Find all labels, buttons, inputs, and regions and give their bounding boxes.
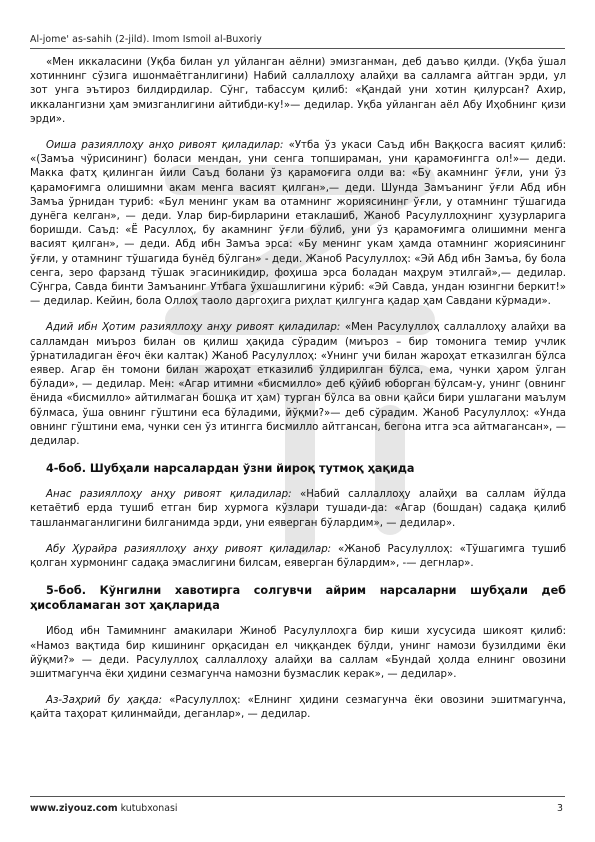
paragraph-text-7: «Расулуллоҳ: «Елнинг ҳидини сезмагунча ёки овозини эшитмагунча, қайта таҳорат қилинмайди, деганлар», — дедилар. [30, 695, 566, 721]
paragraph-text-2: «Утба ўз укаси Саъд ибн Ваққосга васият қилиб: «(Замъа чўрисининг) боласи мендан, уни сенга топширaман, уни қарамоғингга ол!»— деди. Макка фатҳ қилинган йили Саъд болани ўз қарамоғига олди ва: «Бу акамнинг ўғли, уни ўз қарамоғимга олишимни акам менга васият қилган»,— деди. Шунда Замъанинг ўғли Абд ибн Замъа ўрнидан туриб: «Бул менинг укам ва отамнинг жориясининг ўғли, у отамнинг тўшагида дунёга келган», — деди. Улар бир-бирларини етаклашиб, Жаноб Расулуллоҳнинг ҳузурларига боришди. Саъд: «Ё Расуллоҳ, бу акамнинг ўғли бўлиб, уни ўз қарамоғимга олишимни менга васият қилган», — деди. Абд ибн Замъа эрса: «Бу менинг укам ҳамда отамнинг жориясининг ўғли, у отамнинг тўшагида бунёд бўлган» - деди. Жаноб Расулуллоҳ: «Эй Абд ибн Замъа, бу бола сенга, зеро фарзанд тўшак эгасиникидир, фоҳиша эрса боладан маҳрум этилгай»,— дедилар. Сўнгра, Савда бинти Замъанинг Утбага ўхшашлигини кўриб: «Эй Савда, ундан юзингни беркит!» — дедилар. Кейин, бола Оллоҳ таоло даргоҳига риҳлат қилгунга қадар ҳам Савдани кўрмади». [30, 140, 566, 308]
paragraph-1 [30, 56, 566, 127]
paragraph-4 [30, 488, 566, 531]
paragraph-6 [30, 625, 566, 682]
source-5: Абу Ҳурайра разияллоҳу анҳу ривоят қиладилар: [46, 543, 332, 555]
page-footer [30, 803, 565, 814]
footer-section: kutubxonasi [120, 803, 178, 814]
page-number: 3 [557, 803, 563, 814]
source-7: Аз-Заҳрий бу ҳақда: [46, 695, 163, 707]
paragraph-text-3: «Мен Расулуллоҳ саллаллоҳу алайҳи ва салламдан миърoз билан ов қилиш ҳақида сўрадим (миърoз – бир томонига темир учлик ўрнатиладиган ёғоч ёки калтак) Жаноб Расулуллоҳ: «Унинг учи билан жароҳат етказилган бўлса еявер. Агар ён томони билан жароҳат етказилиб ўлдирилган бўлса, ема, чунки ҳаром ўлган бўлади», — дедилар. Мен: «Агар итимни «бисмилло» деб қўйиб юборган бўлсам-у, унинг (овнинг ёнида «бисмилло» айтилмаган бошқа ит ҳам) турган бўлса ва овни қайси бири ушлагани маълум бўлмаса, ўша овнинг гўштини еса бўладими, йўқми?»— деб сўрадим. Жаноб Расулуллоҳ: «Унда овнинг гўштини ема, чунки сен ўз итингга бисмилло айтгансан, бегона итга эса айтмагансан», —дедилар. [30, 322, 566, 448]
page-content [30, 56, 566, 735]
paragraph-7 [30, 694, 566, 722]
paragraph-5 [30, 543, 566, 571]
paragraph-text-1: «Мен иккаласини (Уқба билан ул уйланган аёлни) эмизганман, деб даъво қилди. (Уқба ўшал хотиннинг сўзига ишонмаётганлигини) Набий саллаллоҳу алайҳи ва салламга айтган эрди, ул зот унга эътироз билдирдилар. Сўнг, табассум қилиб: «Қандай уни хотин қилурсан? Ахир, иккалангизни ҳам эмизганлигини айтибди-ку!»— дедилар. Уқба уйланган аёл Абу Иҳобнинг қизи эрди». [30, 57, 566, 125]
footer-site-link[interactable]: www.ziyouz.com [30, 803, 118, 814]
running-header: Al-jome' as-sahih (2-jild). Imom Ismoil al-Buxoriy [30, 34, 262, 45]
header-rule [30, 48, 565, 49]
paragraph-text-5: «Жаноб Расулуллоҳ: «Тўшагимга тушиб қолган хурмонинг садақа эмаслигини билсам, еяверган бўлардим», -— дегнлар». [30, 543, 566, 570]
chapter-4-heading: 4-боб. Шубҳали нарсалардан ўзни йироқ тутмоқ ҳақида [46, 462, 415, 476]
source-4: Анас разияллоҳу анҳу ривоят қиладилар: [46, 489, 292, 501]
source-2: Оиша разияллоҳу анҳо ривоят қиладилар: [46, 140, 284, 152]
paragraph-3 [30, 321, 566, 449]
footer-rule [30, 796, 565, 797]
paragraph-text-4: «Набий саллаллоҳу алайҳи ва саллам йўлда кетаётиб ерда тушиб етган бир хурмога кўзлари тушади-да: «Агар (бошдан) садақа қилиб ташланмаганлигини билганимда эрди, уни еяверган бўлардим», — дедилар». [30, 489, 566, 529]
paragraph-2 [30, 139, 566, 309]
chapter-5-heading: 5-боб. Кўнгилни хавотирга солгувчи айрим нарсаларни шубҳали деб ҳисобламаган зот ҳақларида [30, 584, 566, 613]
source-3: Адий ибн Ҳотим разияллоҳу анҳу ривоят қиладилар: [46, 322, 341, 334]
paragraph-text-6: Ибод ибн Тамимнинг амакилари Жиноб Расулуллоҳга бир киши хусусида шикоят қилиб: «Намоз вақтида бир кишининг орқасидан ел чиққандек бўлди, унинг намози бузилдими ёки йўқми?» — деди. Расулуллоҳ саллаллоҳу алайҳи ва саллам «Бундай ҳолда елнинг овозини эшитмагунча ёки ҳидини сезмагунча намозни бузмаслик керак», — дедилар». [30, 626, 566, 680]
